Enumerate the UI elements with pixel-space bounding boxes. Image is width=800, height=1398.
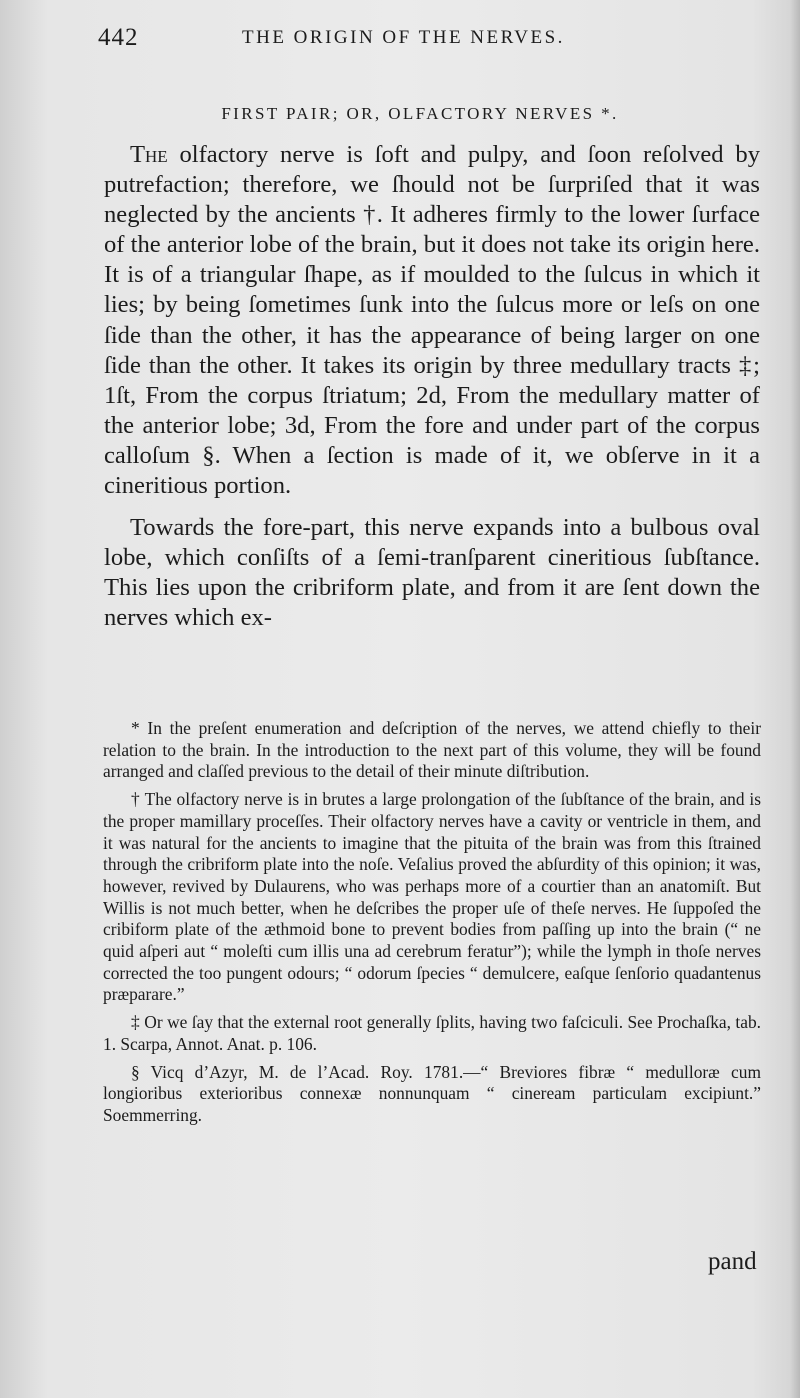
footnotes: [103, 718, 761, 1127]
footnote: † The olfactory nerve is in brutes a large prolongation of the ſubſtance of the brain, and is the proper mamillary proceſſes. Their olfactory nerves have a cavity or ventricle in them, and it was natural for the ancients to imagine that the pituita of the brain was from this ſtrained through the cribriform plate into the noſe. Veſalius proved the abſurdity of this opinion; it was, however, revived by Dulaurens, who was perhaps more of a courtier than an anatomiſt. But Willis is not much better, when he deſcribes the proper uſe of theſe nerves. He ſuppoſed the cribiform plate of the æthmoid bone to prevent bodies from paſſing up into the brain (“ ne quid aſperi aut “ moleſti cum illis una ad cerebrum feratur”); while the lymph in thoſe nerves corrected the too pungent odours; “ odorum ſpecies “ demulcere, eaſque ſenſorio quadantenus præparare.”: [103, 789, 761, 1005]
running-head: THE ORIGIN OF THE NERVES.: [242, 27, 565, 48]
footnote: § Vicq d’Azyr, M. de l’Acad. Roy. 1781.—“ Breviores fibræ “ medulloræ cum longioribus exterioribus connexæ nonnunquam “ cineream particulam excipiunt.” Soemmerring.: [103, 1061, 761, 1125]
footnote: * In the preſent enumeration and deſcription of the nerves, we attend chiefly to their relation to the brain. In the introduction to the next part of this volume, they will be found arranged and claſſed previous to the detail of their minute diſtribution.: [103, 718, 761, 782]
main-text: [104, 140, 760, 634]
opening-word: The: [130, 141, 168, 168]
body-paragraph: Towards the fore-part, this nerve expands into a bulbous oval lobe, which conſiſts of a ſemi-tranſparent cineritious ſubſtance. This lies upon the cribriform plate, and from it are ſent down the nerves which ex-: [104, 514, 760, 632]
page-edge-shadow: [790, 0, 800, 1398]
paragraph-text: olfactory nerve is ſoft and pulpy, and ſoon reſolved by putrefaction; therefore, we ſhould not be ſurpriſed that it was neglected by the ancients †. It adheres firmly to the lower ſurface of the anterior lobe of the brain, but it does not take its origin here. It is of a triangular ſhape, as if moulded to the ſulcus in which it lies; by being ſometimes ſunk into the ſulcus more or leſs on one ſide than the other, it has the appearance of being larger on one ſide than the other. It takes its origin by three medullary tracts ‡; 1ſt, From the corpus ſtriatum; 2d, From the medullary matter of the anterior lobe; 3d, From the fore and under part of the corpus calloſum §. When a ſection is made of it, we obſerve in it a cineritious portion.: [104, 141, 760, 500]
catchword: pand: [708, 1248, 757, 1275]
page-header: [98, 24, 728, 56]
footnote: ‡ Or we ſay that the external root generally ſplits, having two faſciculi. See Prochaſka, tab. 1. Scarpa, Annot. Anat. p. 106.: [103, 1012, 761, 1054]
section-title: FIRST PAIR; OR, OLFACTORY NERVES *.: [221, 104, 619, 123]
body-paragraph: [104, 140, 760, 501]
page-number: 442: [98, 24, 139, 51]
